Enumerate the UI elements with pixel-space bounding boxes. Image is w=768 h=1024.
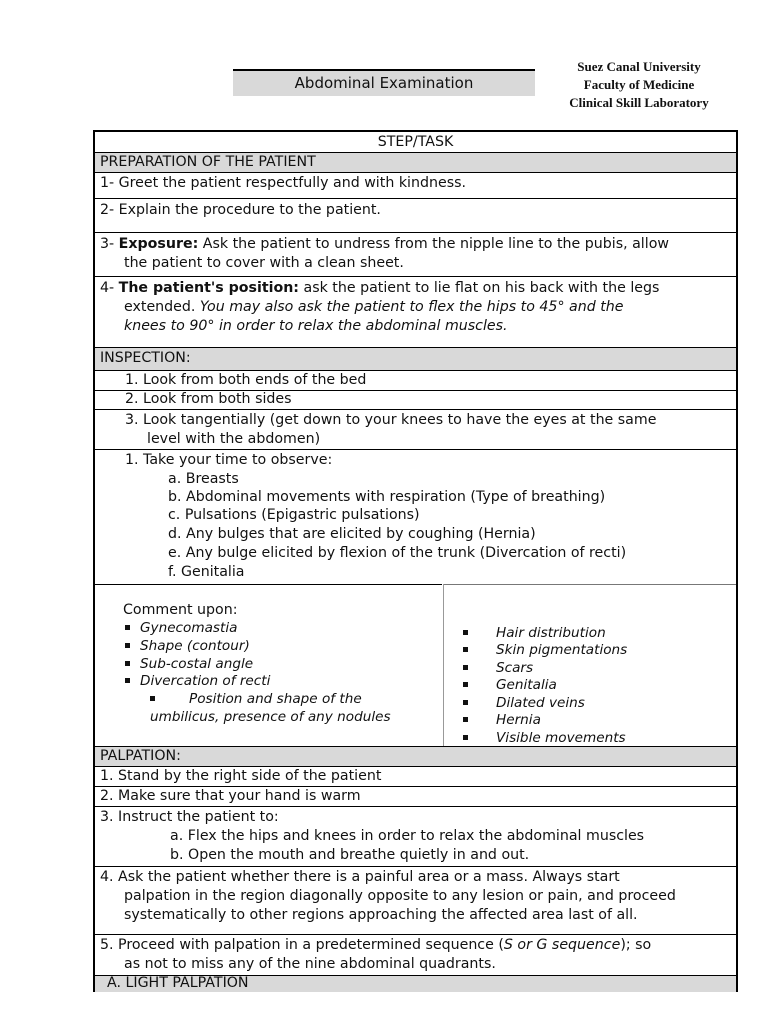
table-row xyxy=(95,409,736,449)
prep-item-4: 4- The patient's position: ask the patient to lie flat on his back with the legs xyxy=(100,280,660,296)
prep-item-3-cont: the patient to cover with a clean sheet. xyxy=(124,255,404,271)
observe-item: e. Any bulge elicited by flexion of the trunk (Divercation of recti) xyxy=(168,545,627,561)
observe-intro: 1. Take your time to observe: xyxy=(125,452,333,468)
palp-item-3b: b. Open the mouth and breathe quietly in and out. xyxy=(170,847,530,863)
document-title: Abdominal Examination xyxy=(233,69,535,96)
bullet-icon xyxy=(463,735,468,740)
palp-item-5: 5. Proceed with palpation in a predetermined sequence (S or G sequence); so xyxy=(100,937,652,953)
prep-item-3: 3- Exposure: Ask the patient to undress from the nipple line to the pubis, allow xyxy=(100,236,669,252)
section-heading-palpation xyxy=(95,746,736,766)
table-row xyxy=(95,370,736,390)
comment-right-item: Scars xyxy=(463,659,533,678)
bullet-icon xyxy=(125,678,130,683)
comment-right-item: Hernia xyxy=(463,711,541,730)
observe-item: c. Pulsations (Epigastric pulsations) xyxy=(168,507,420,523)
table-row xyxy=(95,934,736,976)
insp-item-3-cont: level with the abdomen) xyxy=(147,431,321,447)
insp-item-3: 3. Look tangentially (get down to your knees to have the eyes at the same xyxy=(125,412,657,428)
palp-item-5-cont: as not to miss any of the nine abdominal quadrants. xyxy=(124,956,496,972)
table-row xyxy=(95,390,736,409)
section-heading-preparation xyxy=(95,152,736,172)
comment-left-extra-cont: umbilicus, presence of any nodules xyxy=(150,709,391,725)
table-row xyxy=(95,786,736,806)
comment-left-item: Divercation of recti xyxy=(125,672,270,691)
university-header xyxy=(548,58,730,112)
palp-item-2: 2. Make sure that your hand is warm xyxy=(100,788,361,804)
observe-item: a. Breasts xyxy=(168,471,239,487)
table-row xyxy=(95,276,736,347)
inspection-heading: INSPECTION: xyxy=(100,350,191,366)
faculty-name: Faculty of Medicine xyxy=(583,77,695,92)
comment-right-item: Hair distribution xyxy=(463,624,606,643)
bullet-icon xyxy=(150,696,155,701)
palp-item-1: 1. Stand by the right side of the patient xyxy=(100,768,382,784)
insp-item-2: 2. Look from both sides xyxy=(125,391,292,407)
table-row xyxy=(95,198,736,232)
table-row xyxy=(95,806,736,866)
bullet-icon xyxy=(463,717,468,722)
prep-item-4-cont: extended. You may also ask the patient to flex the hips to 45° and the xyxy=(124,299,624,315)
comment-block xyxy=(95,584,736,746)
bullet-icon xyxy=(463,700,468,705)
prep-item-4-cont2: knees to 90° in order to relax the abdominal muscles. xyxy=(124,318,508,334)
bullet-icon xyxy=(463,630,468,635)
bullet-icon xyxy=(125,625,130,630)
comment-left-item: Shape (contour) xyxy=(125,637,250,656)
comment-left-extra: Position and shape of the xyxy=(150,690,362,709)
palp-item-3a: a. Flex the hips and knees in order to relax the abdominal muscles xyxy=(170,828,645,844)
comment-right-item: Skin pigmentations xyxy=(463,641,627,660)
comment-right-item: Dilated veins xyxy=(463,694,585,713)
palp-item-4-cont: palpation in the region diagonally opposite to any lesion or pain, and proceed xyxy=(124,888,676,904)
checklist-table xyxy=(93,130,738,992)
comment-right-item: Visible movements xyxy=(463,729,626,748)
table-row xyxy=(95,766,736,786)
table-row xyxy=(95,866,736,934)
table-row xyxy=(95,232,736,276)
observe-item: f. Genitalia xyxy=(168,564,245,580)
light-palpation-heading: A. LIGHT PALPATION xyxy=(107,975,249,991)
preparation-heading: PREPARATION OF THE PATIENT xyxy=(100,154,316,170)
table-row xyxy=(95,172,736,198)
prep-item-1: 1- Greet the patient respectfully and with kindness. xyxy=(100,175,466,191)
palpation-heading: PALPATION: xyxy=(100,748,181,764)
comment-left-item: Gynecomastia xyxy=(125,619,237,638)
palp-item-3: 3. Instruct the patient to: xyxy=(100,809,279,825)
university-name: Suez Canal University xyxy=(577,59,701,74)
bullet-icon xyxy=(125,643,130,648)
lab-name: Clinical Skill Laboratory xyxy=(569,95,709,110)
observe-item: b. Abdominal movements with respiration (Type of breathing) xyxy=(168,489,606,505)
palp-item-4: 4. Ask the patient whether there is a painful area or a mass. Always start xyxy=(100,869,620,885)
insp-item-1: 1. Look from both ends of the bed xyxy=(125,372,367,388)
comment-left-item: Sub-costal angle xyxy=(125,655,253,674)
prep-item-2: 2- Explain the procedure to the patient. xyxy=(100,202,381,218)
section-heading-light-palpation xyxy=(95,975,736,992)
palp-item-4-cont2: systematically to other regions approaching the affected area last of all. xyxy=(124,907,638,923)
column-header: STEP/TASK xyxy=(377,134,454,150)
bullet-icon xyxy=(463,665,468,670)
section-heading-inspection xyxy=(95,347,736,370)
table-row xyxy=(95,449,736,584)
comment-right-item: Genitalia xyxy=(463,676,557,695)
bullet-icon xyxy=(125,661,130,666)
bullet-icon xyxy=(463,682,468,687)
table-header xyxy=(95,132,736,153)
observe-item: d. Any bulges that are elicited by coughing (Hernia) xyxy=(168,526,536,542)
comment-intro: Comment upon: xyxy=(123,602,238,618)
bullet-icon xyxy=(463,647,468,652)
